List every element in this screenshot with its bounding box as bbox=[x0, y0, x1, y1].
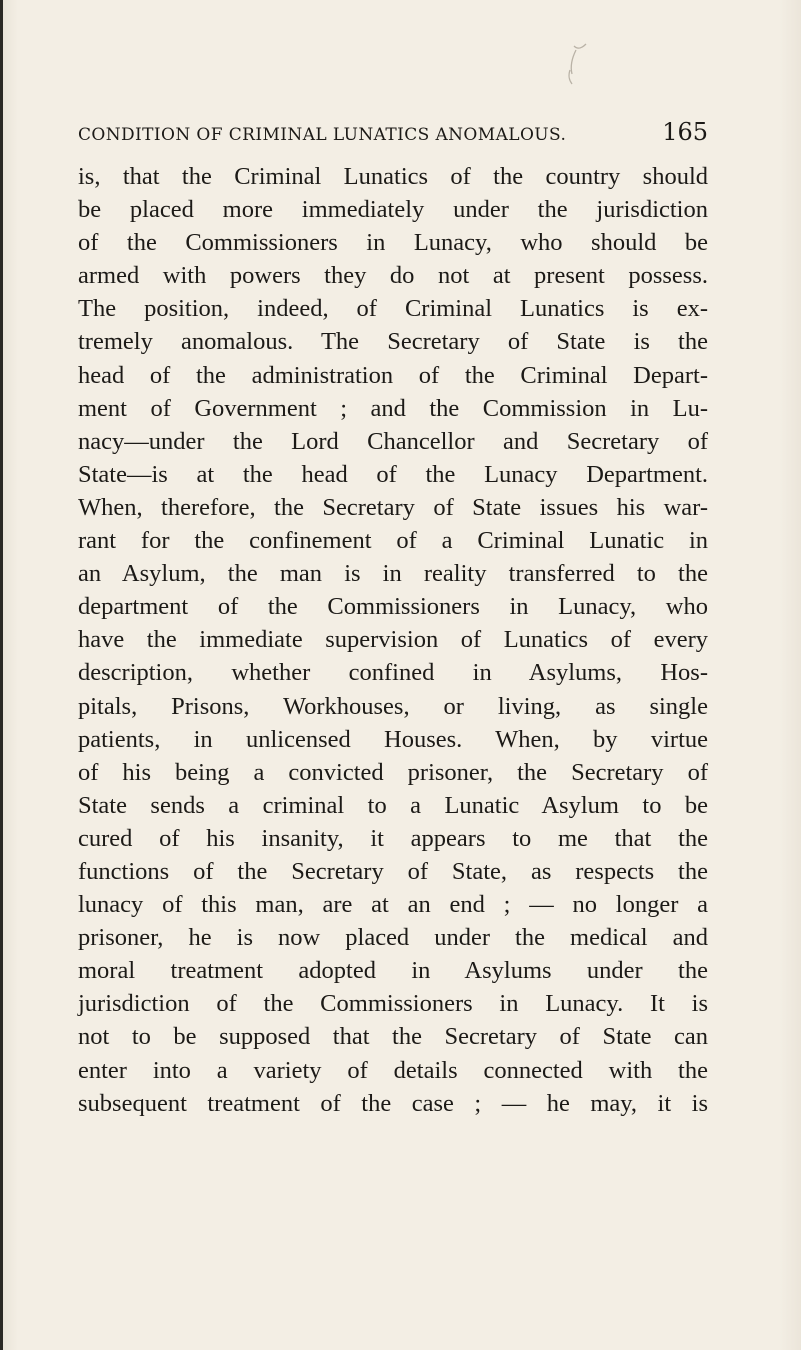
text-line: armed with powers they do not at present possess. bbox=[78, 262, 708, 290]
text-line: ment of Government ; and the Commission in Lu- bbox=[78, 394, 708, 422]
text-line: patients, in unlicensed Houses. When, by virtue bbox=[78, 725, 708, 753]
text-line: jurisdiction of the Commissioners in Lunacy. It is bbox=[78, 990, 708, 1018]
text-line: prisoner, he is now placed under the medical and bbox=[78, 924, 708, 952]
text-line: rant for the confinement of a Criminal Lunatic in bbox=[78, 527, 708, 555]
text-line: functions of the Secretary of State, as respects the bbox=[78, 857, 708, 885]
text-line: cured of his insanity, it appears to me that the bbox=[78, 824, 708, 852]
page-binding-edge bbox=[0, 0, 3, 1350]
text-line: head of the administration of the Criminal Depart- bbox=[78, 361, 708, 389]
running-title: CONDITION OF CRIMINAL LUNATICS ANOMALOUS. bbox=[78, 125, 567, 145]
text-line: is, that the Criminal Lunatics of the country should bbox=[78, 163, 708, 190]
text-line: The position, indeed, of Criminal Lunatics is ex- bbox=[78, 295, 708, 323]
text-line: description, whether confined in Asylums, Hos- bbox=[78, 659, 708, 687]
text-line: moral treatment adopted in Asylums under the bbox=[78, 957, 708, 985]
text-line: subsequent treatment of the case ; — he may, it is bbox=[78, 1089, 708, 1117]
body-text bbox=[78, 160, 708, 1120]
text-line: of the Commissioners in Lunacy, who should be bbox=[78, 229, 708, 257]
text-line: have the immediate supervision of Lunatics of every bbox=[78, 626, 708, 654]
text-line: of his being a convicted prisoner, the Secretary of bbox=[78, 758, 708, 786]
page-number: 165 bbox=[662, 118, 708, 146]
text-line: department of the Commissioners in Lunacy, who bbox=[78, 593, 708, 621]
text-line: nacy—under the Lord Chancellor and Secretary of bbox=[78, 427, 708, 455]
text-line: lunacy of this man, are at an end ; — no longer a bbox=[78, 891, 708, 919]
text-line: tremely anomalous. The Secretary of State is the bbox=[78, 328, 708, 356]
text-line: State—is at the head of the Lunacy Department. bbox=[78, 460, 708, 488]
text-line: an Asylum, the man is in reality transferred to the bbox=[78, 560, 708, 588]
running-head bbox=[78, 118, 708, 150]
text-line: be placed more immediately under the jurisdiction bbox=[78, 196, 708, 224]
text-line: State sends a criminal to a Lunatic Asylum to be bbox=[78, 791, 708, 819]
text-line: not to be supposed that the Secretary of State can bbox=[78, 1023, 708, 1051]
pencil-mark-icon bbox=[560, 40, 590, 90]
text-line: enter into a variety of details connected with the bbox=[78, 1056, 708, 1084]
text-line: pitals, Prisons, Workhouses, or living, as single bbox=[78, 692, 708, 720]
text-line: When, therefore, the Secretary of State issues his war- bbox=[78, 493, 708, 521]
